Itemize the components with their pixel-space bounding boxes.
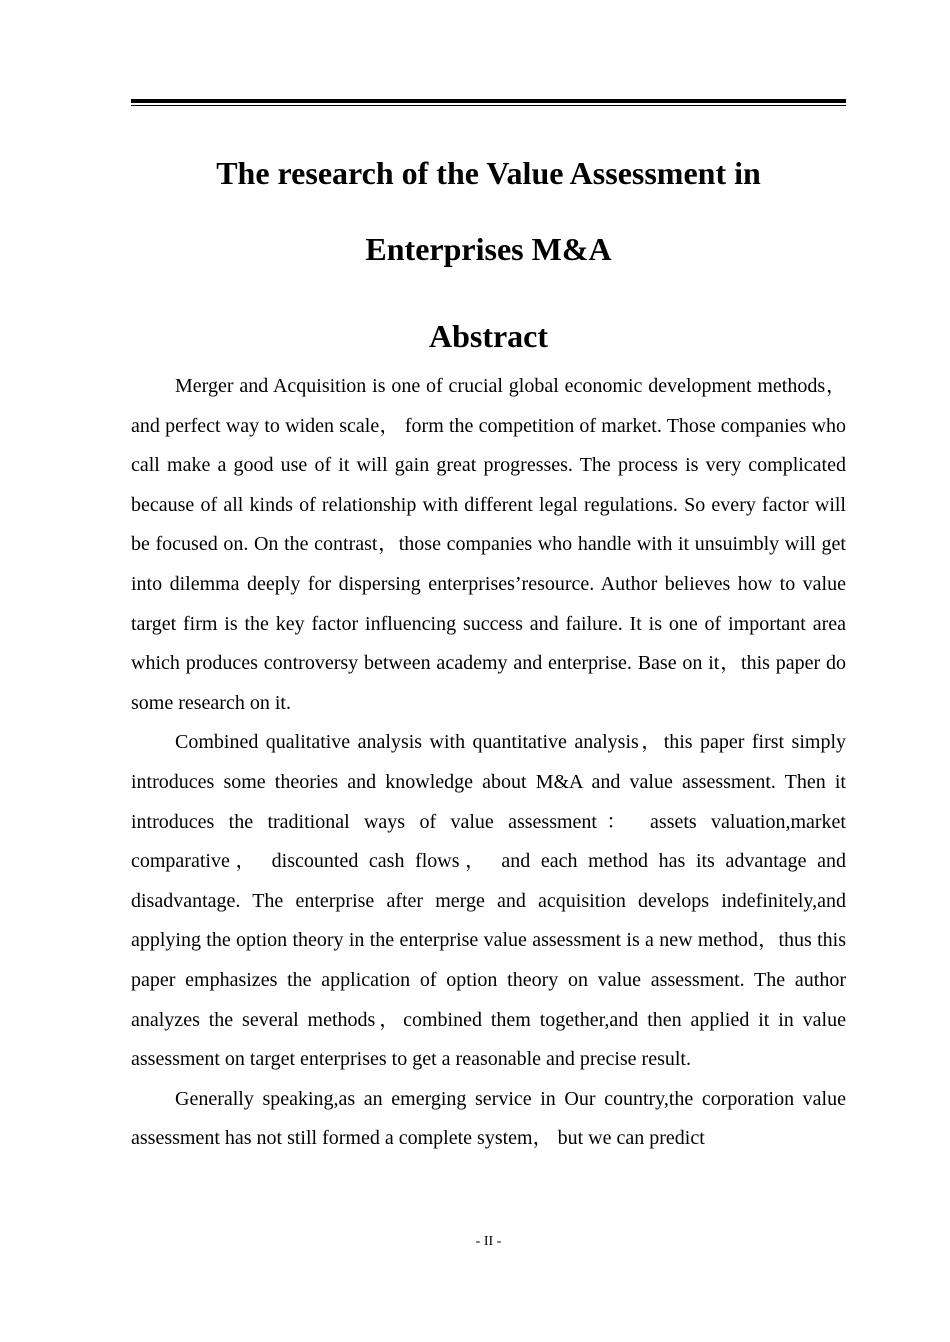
paper-title-line-2: Enterprises M&A bbox=[365, 231, 612, 267]
header-rule-thin bbox=[131, 105, 846, 106]
abstract-body bbox=[131, 367, 846, 1159]
abstract-paragraph-2: Combined qualitative analysis with quantitative analysis，this paper first simply introduces some theories and knowledge about M&A and value assessment. Then it introduces the traditional ways of value assessment： assets valuation,market comparative， discounted cash flows， and each method has its advantage and disadvantage. The enterprise after merge and acquisition develops indefinitely,and applying the option theory in the enterprise value assessment is a new method，thus this paper emphasizes the application of option theory on value assessment. The author analyzes the several methods，combined them together,and then applied it in value assessment on target enterprises to get a reasonable and precise result. bbox=[131, 731, 846, 1071]
page-number: - II - bbox=[475, 1234, 502, 1249]
paper-title-line-1: The research of the Value Assessment in bbox=[216, 155, 761, 191]
header-rule-thick bbox=[131, 99, 846, 103]
abstract-paragraph-1: Merger and Acquisition is one of crucial global economic development methods， and perfect way to widen scale， form the competition of market. Those companies who call make a good use of it will gain great progresses. The process is very complicated because of all kinds of relationship with different legal regulations. So every factor will be focused on. On the contrast，those companies who handle with it unsuimbly will get into dilemma deeply for dispersing enterprises’resource. Author believes how to value target firm is the key factor influencing success and failure. It is one of important area which produces controversy between academy and enterprise. Base on it，this paper do some research on it. bbox=[131, 375, 846, 714]
abstract-heading: Abstract bbox=[428, 318, 549, 354]
abstract-paragraph-3: Generally speaking,as an emerging service in Our country,the corporation value assessment has not still formed a complete system， but we can predict bbox=[131, 1087, 846, 1150]
